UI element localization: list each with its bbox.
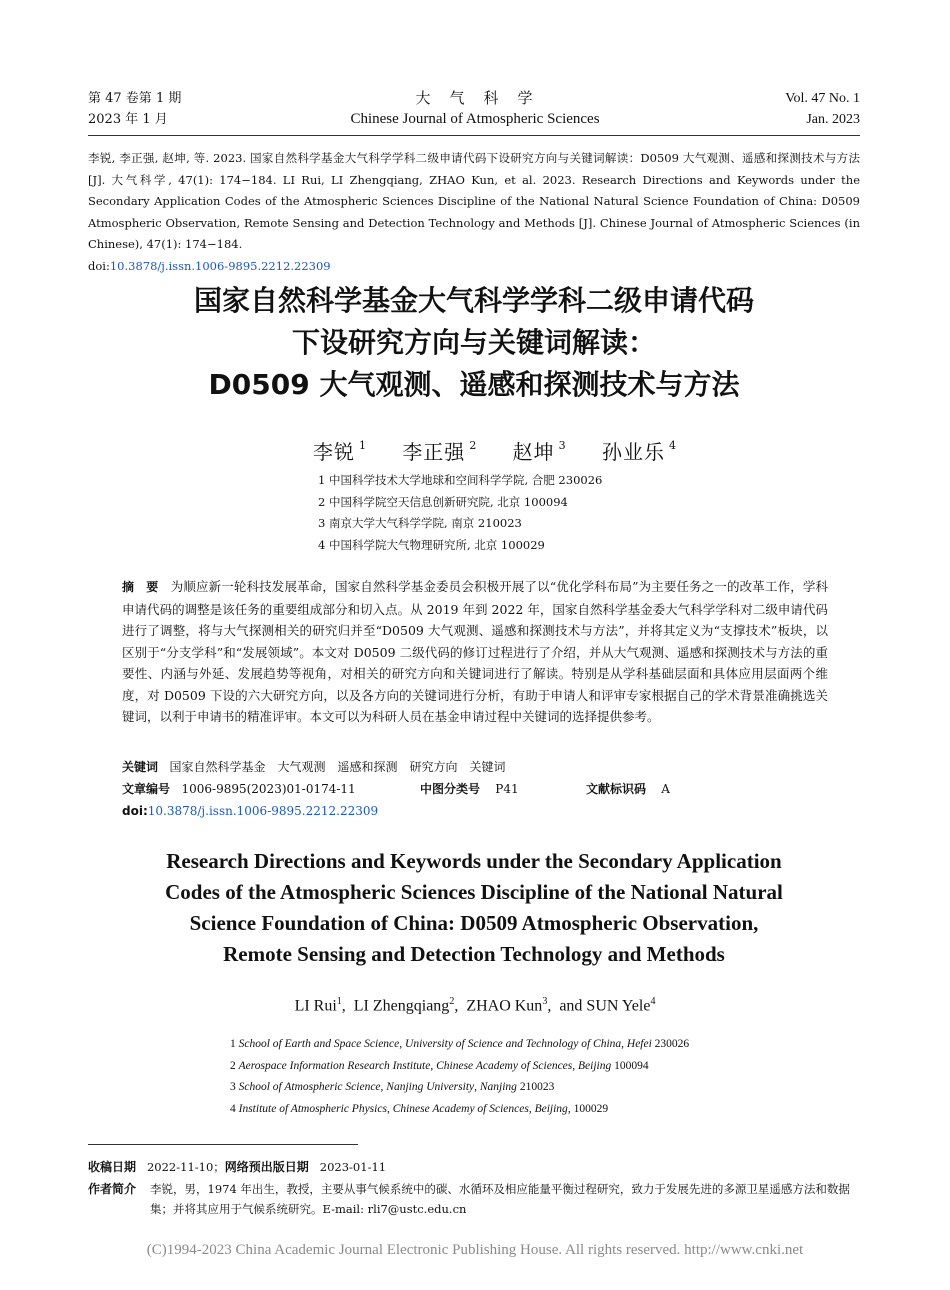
affiliation-en-3-inst: School of Atmospheric Science [238, 1081, 381, 1093]
author-cn-4: 孙业乐 [602, 440, 666, 464]
affiliation-en-2-org: Chinese Academy of Sciences [436, 1059, 573, 1072]
author-en-1-sup: 1 [336, 996, 342, 1007]
affiliation-cn-2: 2 中国科学院空天信息创新研究院, 北京 100094 [318, 494, 568, 509]
authors-en: LI Rui$^1$, LI Zhengqiang$^2$, ZHAO Kun$^3$, and SUN Yele$^4$ [294, 996, 656, 1015]
affiliation-en-4-city: Beijing [534, 1102, 568, 1115]
affiliation-en-4-org: Chinese Academy of Sciences [392, 1102, 529, 1115]
affiliation-en-3-sep: , [380, 1081, 387, 1093]
title-en-line2: Codes of the Atmospheric Sciences Discipline of the National Natural [165, 880, 783, 904]
document-code-label: 文献标识码 [586, 782, 647, 796]
affiliation-en-1-city: Hefei [626, 1038, 652, 1050]
keywords-label: 关键词 [122, 760, 159, 774]
header-rule [88, 135, 860, 136]
author-cn-3: 赵坤 [512, 440, 555, 464]
date-cn: 2023 年 1 月 [88, 112, 168, 127]
affiliation-en-2-sep2: , [572, 1059, 579, 1072]
classification-label: 中图分类号 [420, 782, 481, 796]
keywords [122, 756, 828, 778]
affiliation-en-2-code: 100094 [611, 1059, 649, 1072]
affiliation-en-4-code: , 100029 [567, 1102, 609, 1115]
authors-cn [0, 436, 950, 465]
title-en-line3: Science Foundation of China: D0509 Atmospheric Observation, [189, 911, 759, 935]
volume-issue-en: Vol. 47 No. 1 [785, 91, 860, 106]
author-bio-text: 李锐，男，1974 年出生，教授，主要从事气候系统中的碳、水循环及相应能量平衡过程研究，致力于发展先进的多源卫星遥感方法和数据集；并将其应用于气候系统研究。E-mail: rli7@ustc.edu.cn [150, 1182, 850, 1216]
author-en-3-sup: 3 [542, 996, 548, 1007]
title-en [88, 846, 860, 970]
article-doi [122, 800, 378, 822]
affiliation-en-1-org: University of Science and Technology of China [405, 1038, 622, 1050]
online-label: 网络预出版日期 [224, 1160, 309, 1174]
classification [420, 778, 519, 800]
affiliation-cn-4: 4 中国科学院大气物理研究所, 北京 100029 [318, 537, 545, 552]
title-en-line4: Remote Sensing and Detection Technology and Methods [223, 942, 725, 966]
online-value: 2023-01-11 [319, 1160, 387, 1174]
author-cn-2: 李正强 [402, 440, 466, 464]
affiliation-en-3-code: 210023 [516, 1081, 555, 1093]
author-cn-1-sup: 1 [358, 439, 367, 452]
affiliation-en-3-city: Nanjing [479, 1081, 517, 1093]
citation-block [88, 148, 860, 277]
affiliation-en-1-sep: , [399, 1038, 406, 1050]
title-cn-line2: 下设研究方向与关键词解读： [291, 326, 656, 359]
affiliation-en-4-sep2: , [528, 1102, 535, 1115]
affiliation-en-3-num: 3 [230, 1081, 239, 1093]
article-number-value: 1006-9895(2023)01-0174-11 [181, 782, 356, 796]
author-cn-3-sup: 3 [558, 439, 567, 452]
author-cn-1: 李锐 [312, 440, 355, 464]
article-doi-link[interactable]: 10.3878/j.issn.1006-9895.2212.22309 [147, 804, 379, 818]
affiliation-cn-3: 3 南京大学大气科学学院, 南京 210023 [318, 516, 522, 530]
affiliations-en [230, 1034, 689, 1120]
received-label: 收稿日期 [88, 1160, 137, 1174]
affiliation-cn-1: 1 中国科学技术大学地球和空间科学学院, 合肥 230026 [318, 473, 603, 487]
affiliation-en-1-sep2: , [621, 1038, 627, 1050]
footnote-dates [88, 1157, 860, 1177]
author-en-2: LI Zhengqiang [353, 997, 450, 1015]
title-cn-line1: 国家自然科学基金大气科学学科二级申请代码 [193, 284, 754, 317]
affiliation-en-2-sep: , [430, 1059, 437, 1072]
document-code [586, 778, 670, 800]
affiliation-en-4-inst: Institute of Atmospheric Physics [238, 1102, 387, 1115]
affiliation-en-1-code: 230026 [651, 1038, 690, 1050]
article-number-label: 文章编号 [122, 782, 171, 796]
abstract-label: 摘 要 [122, 580, 159, 594]
affiliation-en-2-city: Beijing [578, 1059, 612, 1072]
footnote-rule [88, 1144, 358, 1145]
citation-doi-link[interactable]: 10.3878/j.issn.1006-9895.2212.22309 [109, 258, 331, 273]
footnote-author [88, 1179, 860, 1219]
article-doi-label: doi: [122, 804, 148, 818]
author-en-4: and SUN Yele [559, 997, 651, 1015]
author-en-3: ZHAO Kun [466, 997, 543, 1015]
author-cn-2-sup: 2 [469, 439, 478, 452]
affiliation-en-4-sep: , [386, 1102, 393, 1115]
copyright-watermark: (C)1994-2023 China Academic Journal Electronic Publishing House. All rights reserved. http://www.cnki.net [146, 1242, 804, 1258]
affiliation-en-2-num: 2 [230, 1059, 239, 1072]
affiliation-en-1 [230, 1034, 689, 1056]
citation-text: 李锐, 李正强, 赵坤, 等. 2023. 国家自然科学基金大气科学学科二级申请代码下设研究方向与关键词解读：D0509 大气观测、遥感和探测技术与方法 [J]. 大气科学, 47(1): 174−184. LI Rui, LI Zhengqiang, ZHAO Kun, et al. 2023. Research Directions and Keywords under the Secondary Application Codes of the Atmospheric Sciences Discipline of the National Natural Science Foundation of China: D0509 Atmospheric Observation, Remote Sensing and Detection Technology and Methods [J]. Chinese Journal of Atmospheric Sciences (in Chinese), 47(1): 174−184. [88, 151, 860, 251]
author-en-2-sup: 2 [449, 996, 455, 1007]
journal-name-en: Chinese Journal of Atmospheric Sciences [350, 111, 600, 127]
title-cn-line3: D0509 大气观测、遥感和探测技术与方法 [208, 368, 740, 401]
author-en-4-sup: 4 [650, 996, 656, 1007]
classification-value: P41 [495, 782, 519, 796]
journal-name-cn: 大 气 科 学 [415, 89, 535, 107]
affiliation-en-4-num: 4 [230, 1102, 239, 1115]
received-value: 2022-11-10； [146, 1160, 225, 1174]
document-code-value: A [661, 782, 670, 796]
article-info [122, 778, 828, 800]
author-cn-4-sup: 4 [669, 439, 678, 452]
volume-issue-cn: 第 47 卷第 1 期 [88, 91, 182, 106]
affiliation-en-2-inst: Aerospace Information Research Institute [238, 1059, 431, 1072]
author-en-1: LI Rui [294, 997, 337, 1015]
abstract [122, 576, 828, 728]
affiliation-en-1-inst: School of Earth and Space Science [238, 1038, 400, 1050]
journal-volume-en [785, 88, 860, 130]
affiliation-en-3-sep2: , [474, 1081, 480, 1093]
date-en: Jan. 2023 [806, 112, 860, 127]
affiliations-cn [318, 470, 602, 556]
affiliation-en-3 [230, 1077, 689, 1099]
keywords-text: 国家自然科学基金 大气观测 遥感和探测 研究方向 关键词 [169, 760, 506, 774]
affiliation-en-1-num: 1 [230, 1038, 239, 1050]
affiliation-en-4 [230, 1099, 689, 1121]
affiliation-en-3-org: Nanjing University [386, 1081, 475, 1093]
title-cn [88, 280, 860, 406]
citation-doi-prefix: doi: [88, 258, 110, 273]
abstract-text: 为顺应新一轮科技发展革命，国家自然科学基金委员会积极开展了以“优化学科布局”为主要任务之一的改革工作，学科申请代码的调整是该任务的重要组成部分和切入点。从 2019 年到 2022 年，国家自然科学基金委大气科学学科对二级申请代码进行了调整，将与大气探测相关的研究归并至“D0509 大气观测、遥感和探测技术与方法”，并将其定义为“支撑技术”板块，以区别于“分支学科”和“发展领域”。本文对 D0509 二级代码的修订过程进行了介绍，并从大气观测、遥感和探测技术与方法的重要性、内涵与外延、发展趋势等视角，对相关的研究方向和关键词进行了解读。特别是从学科基础层面和具体应用层面两个维度，对 D0509 下设的六大研究方向，以及各方向的关键词进行分析，有助于申请人和评审专家根据自己的学术背景准确挑选关键词，以利于申请书的精准评审。本文可以为科研人员在基金申请过程中关键词的选择提供参考。 [122, 579, 828, 724]
author-bio-label: 作者简介 [88, 1182, 137, 1196]
title-en-line1: Research Directions and Keywords under the Secondary Application [166, 849, 782, 873]
affiliation-en-2 [230, 1056, 689, 1078]
